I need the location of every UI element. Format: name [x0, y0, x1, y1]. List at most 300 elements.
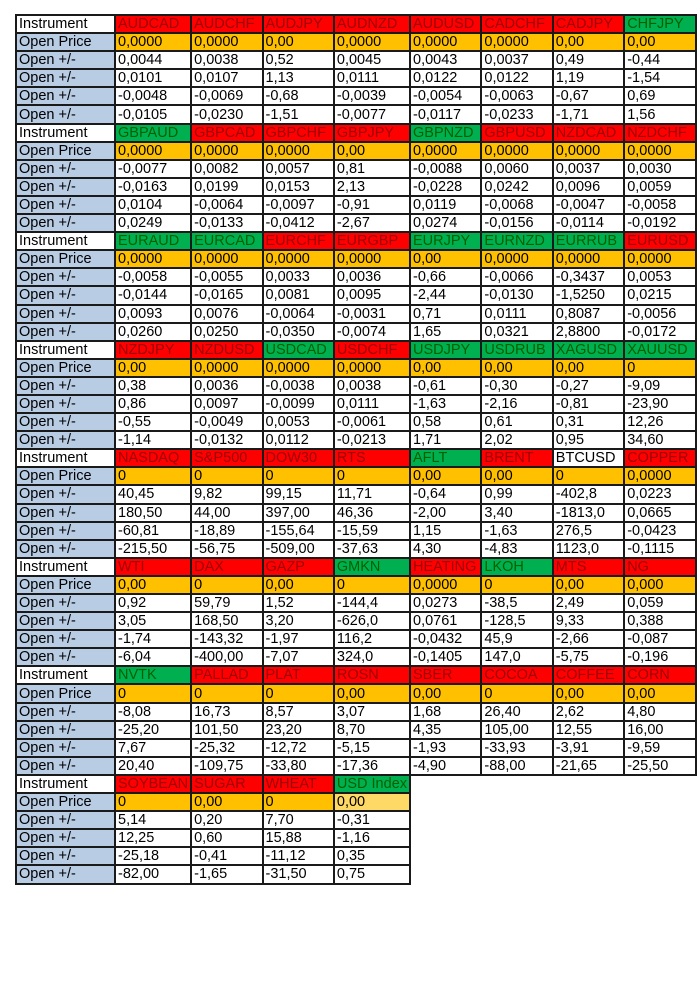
- open-change-cell[interactable]: 59,79: [191, 594, 262, 612]
- open-change-cell[interactable]: -0,0163: [115, 178, 191, 196]
- open-change-cell[interactable]: 0,0097: [191, 395, 262, 413]
- open-change-cell[interactable]: -1,93: [410, 739, 481, 757]
- instrument-name-cell[interactable]: WHEAT: [263, 775, 334, 793]
- open-change-cell[interactable]: -23,90: [624, 395, 695, 413]
- open-change-cell[interactable]: 0,61: [481, 413, 552, 431]
- open-change-cell[interactable]: 0,0274: [410, 214, 481, 232]
- open-price-cell[interactable]: 0,0000: [115, 142, 191, 160]
- open-change-cell[interactable]: -0,0048: [115, 87, 191, 105]
- open-price-cell[interactable]: 0,0000: [334, 359, 410, 377]
- open-price-cell[interactable]: 0: [624, 359, 695, 377]
- open-change-cell[interactable]: 0,0033: [263, 268, 334, 286]
- open-price-cell[interactable]: 0,00: [624, 33, 695, 51]
- open-change-cell[interactable]: -0,44: [624, 51, 695, 69]
- open-price-cell[interactable]: 0,0000: [115, 250, 191, 268]
- open-price-cell[interactable]: 0: [481, 576, 552, 594]
- open-change-cell[interactable]: -31,50: [263, 865, 334, 883]
- open-change-cell[interactable]: -0,196: [624, 648, 695, 666]
- open-change-cell[interactable]: 0,0044: [115, 51, 191, 69]
- open-change-cell[interactable]: -0,0054: [410, 87, 481, 105]
- open-change-cell[interactable]: -626,0: [334, 612, 410, 630]
- open-change-cell[interactable]: -0,0088: [410, 160, 481, 178]
- open-change-cell[interactable]: 9,33: [553, 612, 624, 630]
- open-change-cell[interactable]: -0,0133: [191, 214, 262, 232]
- open-change-cell[interactable]: 0,0665: [624, 504, 695, 522]
- instrument-name-cell[interactable]: CADJPY: [553, 15, 624, 33]
- open-change-cell[interactable]: 180,50: [115, 504, 191, 522]
- open-change-cell[interactable]: 0,0053: [624, 268, 695, 286]
- instrument-name-cell[interactable]: BRENT: [481, 449, 552, 467]
- open-change-cell[interactable]: -1,63: [481, 522, 552, 540]
- open-change-cell[interactable]: 0,0037: [553, 160, 624, 178]
- instrument-name-cell[interactable]: AUDCHF: [191, 15, 262, 33]
- open-change-cell[interactable]: -0,0114: [553, 214, 624, 232]
- open-change-cell[interactable]: -1813,0: [553, 504, 624, 522]
- open-change-cell[interactable]: -1,16: [334, 829, 410, 847]
- open-change-cell[interactable]: -82,00: [115, 865, 191, 883]
- open-change-cell[interactable]: 3,20: [263, 612, 334, 630]
- open-price-cell[interactable]: 0: [481, 684, 552, 702]
- open-change-cell[interactable]: -25,20: [115, 721, 191, 739]
- open-change-cell[interactable]: -60,81: [115, 522, 191, 540]
- instrument-name-cell[interactable]: EURCHF: [263, 232, 334, 250]
- open-change-cell[interactable]: 0,0242: [481, 178, 552, 196]
- open-price-cell[interactable]: 0: [115, 793, 191, 811]
- open-change-cell[interactable]: -143,32: [191, 630, 262, 648]
- open-change-cell[interactable]: 0,0215: [624, 286, 695, 304]
- instrument-name-cell[interactable]: EURRUB: [553, 232, 624, 250]
- open-change-cell[interactable]: 1,56: [624, 105, 695, 123]
- instrument-name-cell[interactable]: AFLT: [410, 449, 481, 467]
- instrument-name-cell[interactable]: EURNZD: [481, 232, 552, 250]
- instrument-name-cell[interactable]: PLAT: [263, 666, 334, 684]
- open-change-cell[interactable]: -0,55: [115, 413, 191, 431]
- instrument-name-cell[interactable]: RTS: [334, 449, 410, 467]
- open-change-cell[interactable]: -0,087: [624, 630, 695, 648]
- open-change-cell[interactable]: 105,00: [481, 721, 552, 739]
- instrument-name-cell[interactable]: AUDJPY: [263, 15, 334, 33]
- instrument-name-cell[interactable]: USDJPY: [410, 341, 481, 359]
- open-price-cell[interactable]: 0: [191, 576, 262, 594]
- open-change-cell[interactable]: -21,65: [553, 757, 624, 775]
- instrument-name-cell[interactable]: GBPJPY: [334, 124, 410, 142]
- instrument-name-cell[interactable]: USDCAD: [263, 341, 334, 359]
- open-price-cell[interactable]: 0: [115, 467, 191, 485]
- open-change-cell[interactable]: -0,0099: [263, 395, 334, 413]
- open-change-cell[interactable]: -0,0144: [115, 286, 191, 304]
- open-change-cell[interactable]: -0,1405: [410, 648, 481, 666]
- instrument-name-cell[interactable]: NZDJPY: [115, 341, 191, 359]
- open-price-cell[interactable]: 0,0000: [410, 142, 481, 160]
- open-price-cell[interactable]: 0,00: [334, 142, 410, 160]
- instrument-name-cell[interactable]: WTI: [115, 558, 191, 576]
- open-change-cell[interactable]: 0,0045: [334, 51, 410, 69]
- open-change-cell[interactable]: -0,0172: [624, 323, 695, 341]
- open-price-cell[interactable]: 0,00: [481, 467, 552, 485]
- open-change-cell[interactable]: -0,1115: [624, 540, 695, 558]
- instrument-name-cell[interactable]: GBPCAD: [191, 124, 262, 142]
- open-change-cell[interactable]: 0,0321: [481, 323, 552, 341]
- open-change-cell[interactable]: 0,69: [624, 87, 695, 105]
- open-change-cell[interactable]: 1,13: [263, 69, 334, 87]
- open-change-cell[interactable]: 0,0093: [115, 305, 191, 323]
- open-price-cell[interactable]: 0,0000: [481, 142, 552, 160]
- open-change-cell[interactable]: -88,00: [481, 757, 552, 775]
- open-change-cell[interactable]: -0,0117: [410, 105, 481, 123]
- open-change-cell[interactable]: -0,0064: [263, 305, 334, 323]
- open-change-cell[interactable]: -1,5250: [553, 286, 624, 304]
- open-change-cell[interactable]: -155,64: [263, 522, 334, 540]
- open-change-cell[interactable]: 0,0111: [481, 305, 552, 323]
- instrument-name-cell[interactable]: XAUUSD: [624, 341, 695, 359]
- open-change-cell[interactable]: 16,00: [624, 721, 695, 739]
- open-price-cell[interactable]: 0,00: [334, 793, 410, 811]
- open-change-cell[interactable]: -2,44: [410, 286, 481, 304]
- open-change-cell[interactable]: -25,50: [624, 757, 695, 775]
- open-change-cell[interactable]: 2,02: [481, 431, 552, 449]
- open-price-cell[interactable]: 0,0000: [334, 250, 410, 268]
- open-change-cell[interactable]: -0,31: [334, 811, 410, 829]
- open-price-cell[interactable]: 0,00: [553, 684, 624, 702]
- open-change-cell[interactable]: 0,0060: [481, 160, 552, 178]
- open-price-cell[interactable]: 0,00: [191, 793, 262, 811]
- open-change-cell[interactable]: 20,40: [115, 757, 191, 775]
- open-price-cell[interactable]: 0,0000: [191, 33, 262, 51]
- open-change-cell[interactable]: 0,0122: [410, 69, 481, 87]
- open-change-cell[interactable]: -0,0192: [624, 214, 695, 232]
- instrument-name-cell[interactable]: GBPUSD: [481, 124, 552, 142]
- open-change-cell[interactable]: -0,0068: [481, 196, 552, 214]
- instrument-name-cell[interactable]: DAX: [191, 558, 262, 576]
- open-change-cell[interactable]: -0,0049: [191, 413, 262, 431]
- open-price-cell[interactable]: 0,00: [115, 359, 191, 377]
- open-change-cell[interactable]: 0,0059: [624, 178, 695, 196]
- open-change-cell[interactable]: 23,20: [263, 721, 334, 739]
- open-change-cell[interactable]: -0,0047: [553, 196, 624, 214]
- open-change-cell[interactable]: 1,52: [263, 594, 334, 612]
- open-change-cell[interactable]: 12,26: [624, 413, 695, 431]
- open-change-cell[interactable]: 8,57: [263, 703, 334, 721]
- open-change-cell[interactable]: -0,41: [191, 847, 262, 865]
- open-change-cell[interactable]: 0,0030: [624, 160, 695, 178]
- open-change-cell[interactable]: 0,75: [334, 865, 410, 883]
- open-change-cell[interactable]: 4,80: [624, 703, 695, 721]
- open-change-cell[interactable]: -9,09: [624, 377, 695, 395]
- open-change-cell[interactable]: 0,388: [624, 612, 695, 630]
- open-change-cell[interactable]: -0,0432: [410, 630, 481, 648]
- open-change-cell[interactable]: -0,0069: [191, 87, 262, 105]
- open-change-cell[interactable]: 2,13: [334, 178, 410, 196]
- open-change-cell[interactable]: 46,36: [334, 504, 410, 522]
- open-change-cell[interactable]: -400,00: [191, 648, 262, 666]
- open-change-cell[interactable]: -109,75: [191, 757, 262, 775]
- instrument-name-cell[interactable]: NZDCAD: [553, 124, 624, 142]
- instrument-name-cell[interactable]: LKOH: [481, 558, 552, 576]
- open-change-cell[interactable]: 0,0038: [334, 377, 410, 395]
- open-change-cell[interactable]: 1,71: [410, 431, 481, 449]
- instrument-name-cell[interactable]: XAGUSD: [553, 341, 624, 359]
- open-change-cell[interactable]: -15,59: [334, 522, 410, 540]
- instrument-name-cell[interactable]: S&P500: [191, 449, 262, 467]
- open-change-cell[interactable]: 0,0111: [334, 69, 410, 87]
- open-change-cell[interactable]: -33,93: [481, 739, 552, 757]
- open-change-cell[interactable]: -0,0228: [410, 178, 481, 196]
- open-change-cell[interactable]: -5,15: [334, 739, 410, 757]
- open-change-cell[interactable]: -37,63: [334, 540, 410, 558]
- open-price-cell[interactable]: 0,00: [553, 33, 624, 51]
- open-price-cell[interactable]: 0,0000: [263, 250, 334, 268]
- instrument-name-cell[interactable]: GBPAUD: [115, 124, 191, 142]
- instrument-name-cell[interactable]: USDCHF: [334, 341, 410, 359]
- instrument-name-cell[interactable]: BTCUSD: [553, 449, 624, 467]
- instrument-name-cell[interactable]: AUDCAD: [115, 15, 191, 33]
- open-change-cell[interactable]: 0,20: [191, 811, 262, 829]
- instrument-name-cell[interactable]: AUDNZD: [334, 15, 410, 33]
- open-change-cell[interactable]: 1,19: [553, 69, 624, 87]
- open-change-cell[interactable]: -0,3437: [553, 268, 624, 286]
- open-price-cell[interactable]: 0: [334, 576, 410, 594]
- open-change-cell[interactable]: 0,0038: [191, 51, 262, 69]
- open-price-cell[interactable]: 0,00: [410, 250, 481, 268]
- open-change-cell[interactable]: -0,0058: [624, 196, 695, 214]
- open-change-cell[interactable]: -1,14: [115, 431, 191, 449]
- open-change-cell[interactable]: 2,62: [553, 703, 624, 721]
- open-change-cell[interactable]: 0,52: [263, 51, 334, 69]
- open-change-cell[interactable]: -0,0077: [115, 160, 191, 178]
- open-change-cell[interactable]: 34,60: [624, 431, 695, 449]
- open-price-cell[interactable]: 0: [115, 684, 191, 702]
- instrument-name-cell[interactable]: NZDUSD: [191, 341, 262, 359]
- instrument-name-cell[interactable]: COCOA: [481, 666, 552, 684]
- open-change-cell[interactable]: 0,0081: [263, 286, 334, 304]
- open-change-cell[interactable]: -0,0074: [334, 323, 410, 341]
- open-change-cell[interactable]: 0,0273: [410, 594, 481, 612]
- open-price-cell[interactable]: 0,00: [410, 684, 481, 702]
- open-price-cell[interactable]: 0,0000: [481, 33, 552, 51]
- open-change-cell[interactable]: 0,0260: [115, 323, 191, 341]
- open-price-cell[interactable]: 0: [553, 467, 624, 485]
- open-change-cell[interactable]: 3,05: [115, 612, 191, 630]
- open-change-cell[interactable]: -0,0097: [263, 196, 334, 214]
- open-price-cell[interactable]: 0,0000: [115, 33, 191, 51]
- open-change-cell[interactable]: -0,68: [263, 87, 334, 105]
- open-change-cell[interactable]: 11,71: [334, 485, 410, 503]
- open-price-cell[interactable]: 0,00: [624, 684, 695, 702]
- instrument-name-cell[interactable]: SBER: [410, 666, 481, 684]
- open-change-cell[interactable]: 15,88: [263, 829, 334, 847]
- open-change-cell[interactable]: 116,2: [334, 630, 410, 648]
- open-change-cell[interactable]: -0,0156: [481, 214, 552, 232]
- open-price-cell[interactable]: 0,0000: [553, 142, 624, 160]
- open-change-cell[interactable]: -1,54: [624, 69, 695, 87]
- open-change-cell[interactable]: 0,71: [410, 305, 481, 323]
- open-change-cell[interactable]: -4,90: [410, 757, 481, 775]
- open-change-cell[interactable]: -0,0350: [263, 323, 334, 341]
- open-change-cell[interactable]: -0,66: [410, 268, 481, 286]
- instrument-name-cell[interactable]: AUDUSD: [410, 15, 481, 33]
- open-change-cell[interactable]: 0,0037: [481, 51, 552, 69]
- open-change-cell[interactable]: -2,66: [553, 630, 624, 648]
- open-change-cell[interactable]: 0,58: [410, 413, 481, 431]
- open-change-cell[interactable]: -5,75: [553, 648, 624, 666]
- open-change-cell[interactable]: 0,0153: [263, 178, 334, 196]
- instrument-name-cell[interactable]: GAZP: [263, 558, 334, 576]
- open-change-cell[interactable]: -56,75: [191, 540, 262, 558]
- open-change-cell[interactable]: 2,49: [553, 594, 624, 612]
- open-change-cell[interactable]: -2,00: [410, 504, 481, 522]
- open-change-cell[interactable]: 397,00: [263, 504, 334, 522]
- open-change-cell[interactable]: 1,68: [410, 703, 481, 721]
- open-price-cell[interactable]: 0,0000: [481, 250, 552, 268]
- instrument-name-cell[interactable]: GBPCHF: [263, 124, 334, 142]
- open-price-cell[interactable]: 0,00: [410, 467, 481, 485]
- open-change-cell[interactable]: -144,4: [334, 594, 410, 612]
- open-change-cell[interactable]: -0,0105: [115, 105, 191, 123]
- open-change-cell[interactable]: -33,80: [263, 757, 334, 775]
- open-change-cell[interactable]: -0,0412: [263, 214, 334, 232]
- open-change-cell[interactable]: 0,0761: [410, 612, 481, 630]
- open-change-cell[interactable]: 0,0112: [263, 431, 334, 449]
- instrument-name-cell[interactable]: EURJPY: [410, 232, 481, 250]
- open-price-cell[interactable]: 0,000: [624, 576, 695, 594]
- open-change-cell[interactable]: 0,38: [115, 377, 191, 395]
- instrument-name-cell[interactable]: NG: [624, 558, 695, 576]
- instrument-name-cell[interactable]: USDRUB: [481, 341, 552, 359]
- open-change-cell[interactable]: 147,0: [481, 648, 552, 666]
- open-change-cell[interactable]: -0,0064: [191, 196, 262, 214]
- open-change-cell[interactable]: 0,0076: [191, 305, 262, 323]
- instrument-name-cell[interactable]: MTS: [553, 558, 624, 576]
- open-change-cell[interactable]: -1,51: [263, 105, 334, 123]
- open-change-cell[interactable]: -12,72: [263, 739, 334, 757]
- open-change-cell[interactable]: -0,0423: [624, 522, 695, 540]
- open-change-cell[interactable]: -8,08: [115, 703, 191, 721]
- open-change-cell[interactable]: -1,97: [263, 630, 334, 648]
- open-change-cell[interactable]: 9,82: [191, 485, 262, 503]
- open-change-cell[interactable]: 0,0250: [191, 323, 262, 341]
- open-price-cell[interactable]: 0,0000: [624, 467, 695, 485]
- open-price-cell[interactable]: 0,0000: [624, 250, 695, 268]
- open-change-cell[interactable]: 0,0119: [410, 196, 481, 214]
- open-change-cell[interactable]: -0,0165: [191, 286, 262, 304]
- open-price-cell[interactable]: 0,00: [263, 576, 334, 594]
- open-change-cell[interactable]: -0,0056: [624, 305, 695, 323]
- open-price-cell[interactable]: 0,00: [334, 684, 410, 702]
- instrument-name-cell[interactable]: HEATING: [410, 558, 481, 576]
- open-change-cell[interactable]: 0,0036: [334, 268, 410, 286]
- open-change-cell[interactable]: -0,61: [410, 377, 481, 395]
- open-price-cell[interactable]: 0: [191, 684, 262, 702]
- open-change-cell[interactable]: 0,99: [481, 485, 552, 503]
- open-change-cell[interactable]: 4,30: [410, 540, 481, 558]
- open-change-cell[interactable]: 3,07: [334, 703, 410, 721]
- instrument-name-cell[interactable]: NASDAQ: [115, 449, 191, 467]
- open-change-cell[interactable]: 0,0082: [191, 160, 262, 178]
- open-change-cell[interactable]: -0,0230: [191, 105, 262, 123]
- open-price-cell[interactable]: 0,0000: [624, 142, 695, 160]
- open-change-cell[interactable]: 0,0095: [334, 286, 410, 304]
- open-price-cell[interactable]: 0,0000: [263, 359, 334, 377]
- instrument-name-cell[interactable]: EURUSD: [624, 232, 695, 250]
- open-change-cell[interactable]: -0,0061: [334, 413, 410, 431]
- open-price-cell[interactable]: 0,00: [115, 576, 191, 594]
- open-change-cell[interactable]: -0,27: [553, 377, 624, 395]
- open-change-cell[interactable]: -0,0058: [115, 268, 191, 286]
- open-change-cell[interactable]: 0,35: [334, 847, 410, 865]
- instrument-name-cell[interactable]: EURGBP: [334, 232, 410, 250]
- instrument-name-cell[interactable]: NZDCHF: [624, 124, 695, 142]
- open-change-cell[interactable]: 0,92: [115, 594, 191, 612]
- open-change-cell[interactable]: -0,0233: [481, 105, 552, 123]
- open-change-cell[interactable]: 0,0223: [624, 485, 695, 503]
- open-price-cell[interactable]: 0,00: [410, 359, 481, 377]
- open-change-cell[interactable]: -0,0063: [481, 87, 552, 105]
- open-change-cell[interactable]: -0,67: [553, 87, 624, 105]
- open-change-cell[interactable]: 0,0096: [553, 178, 624, 196]
- open-change-cell[interactable]: -18,89: [191, 522, 262, 540]
- open-change-cell[interactable]: -0,0031: [334, 305, 410, 323]
- open-change-cell[interactable]: 0,0104: [115, 196, 191, 214]
- instrument-name-cell[interactable]: PALLAD: [191, 666, 262, 684]
- open-change-cell[interactable]: 5,14: [115, 811, 191, 829]
- open-change-cell[interactable]: 0,0107: [191, 69, 262, 87]
- open-price-cell[interactable]: 0: [263, 684, 334, 702]
- open-change-cell[interactable]: 45,9: [481, 630, 552, 648]
- open-change-cell[interactable]: -1,74: [115, 630, 191, 648]
- open-change-cell[interactable]: -0,0038: [263, 377, 334, 395]
- open-change-cell[interactable]: -0,0077: [334, 105, 410, 123]
- instrument-name-cell[interactable]: COPPER: [624, 449, 695, 467]
- open-change-cell[interactable]: -0,0132: [191, 431, 262, 449]
- instrument-name-cell[interactable]: EURCAD: [191, 232, 262, 250]
- instrument-name-cell[interactable]: CORN: [624, 666, 695, 684]
- open-price-cell[interactable]: 0,00: [553, 359, 624, 377]
- open-price-cell[interactable]: 0: [263, 793, 334, 811]
- open-change-cell[interactable]: 0,0057: [263, 160, 334, 178]
- open-change-cell[interactable]: -2,16: [481, 395, 552, 413]
- open-change-cell[interactable]: 26,40: [481, 703, 552, 721]
- open-change-cell[interactable]: -7,07: [263, 648, 334, 666]
- open-change-cell[interactable]: -2,67: [334, 214, 410, 232]
- open-change-cell[interactable]: -3,91: [553, 739, 624, 757]
- open-change-cell[interactable]: 0,95: [553, 431, 624, 449]
- open-change-cell[interactable]: 0,059: [624, 594, 695, 612]
- open-change-cell[interactable]: 7,70: [263, 811, 334, 829]
- open-change-cell[interactable]: 0,0249: [115, 214, 191, 232]
- open-change-cell[interactable]: 168,50: [191, 612, 262, 630]
- open-change-cell[interactable]: -0,64: [410, 485, 481, 503]
- open-change-cell[interactable]: 44,00: [191, 504, 262, 522]
- open-change-cell[interactable]: 0,0053: [263, 413, 334, 431]
- open-change-cell[interactable]: -215,50: [115, 540, 191, 558]
- open-change-cell[interactable]: -0,0055: [191, 268, 262, 286]
- open-change-cell[interactable]: -0,81: [553, 395, 624, 413]
- instrument-name-cell[interactable]: SUGAR: [191, 775, 262, 793]
- open-change-cell[interactable]: -0,0066: [481, 268, 552, 286]
- instrument-name-cell[interactable]: CADCHF: [481, 15, 552, 33]
- open-change-cell[interactable]: -509,00: [263, 540, 334, 558]
- instrument-name-cell[interactable]: NVTK: [115, 666, 191, 684]
- open-change-cell[interactable]: -1,65: [191, 865, 262, 883]
- open-change-cell[interactable]: 0,49: [553, 51, 624, 69]
- open-price-cell[interactable]: 0,0000: [410, 576, 481, 594]
- open-price-cell[interactable]: 0: [191, 467, 262, 485]
- open-change-cell[interactable]: -4,83: [481, 540, 552, 558]
- open-change-cell[interactable]: 1123,0: [553, 540, 624, 558]
- open-price-cell[interactable]: 0,00: [553, 576, 624, 594]
- instrument-name-cell[interactable]: DOW30: [263, 449, 334, 467]
- open-change-cell[interactable]: 16,73: [191, 703, 262, 721]
